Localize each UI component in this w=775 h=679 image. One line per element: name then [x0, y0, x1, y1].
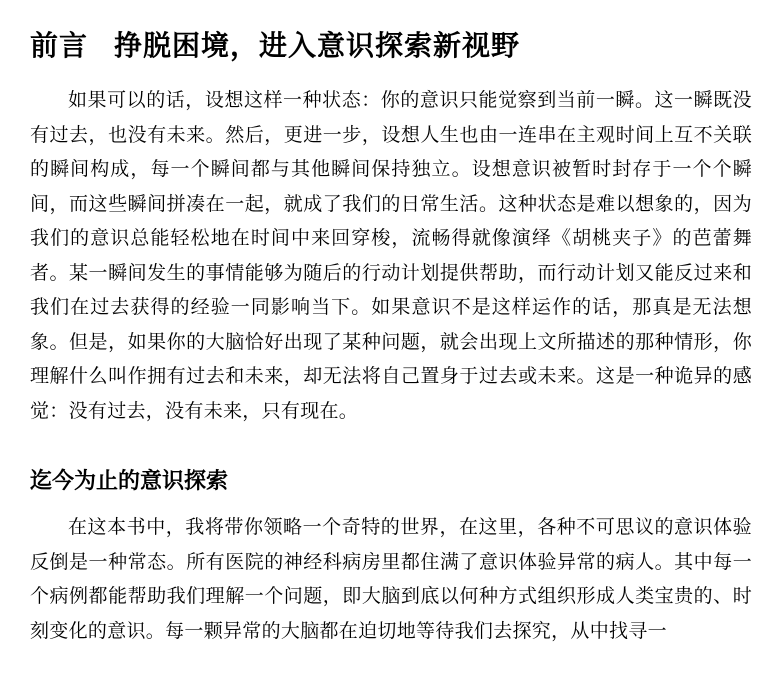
section-paragraph: 在这本书中，我将带你领略一个奇特的世界，在这里，各种不可思议的意识体验反倒是一种常态。所有医院的神经科病房里都住满了意识体验异常的病人。其中每一个病例都能帮助我们理解一个问题，即大脑到底以何种方式组织形成人类宝贵的、时刻变化的意识。每一颗异常的大脑都在迫切地等待我们去探究，从中找寻一 — [30, 516, 752, 642]
body-paragraph: 如果可以的话，设想这样一种状态：你的意识只能觉察到当前一瞬。这一瞬既没有过去，也没有未来。然后，更进一步，设想人生也由一连串在主观时间上互不关联的瞬间构成，每一个瞬间都与其他瞬间保持独立。设想意识被暂时封存于一个个瞬间，而这些瞬间拼凑在一起，就成了我们的日常生活。这种状态是难以想象的，因为我们的意识总能轻松地在时间中来回穿梭，流畅得就像演绎《胡桃夹子》的芭蕾舞者。某一瞬间发生的事情能够为随后的行动计划提供帮助，而行动计划又能反过来和我们在过去获得的经验一同影响当下。如果意识不是这样运作的话，那真是无法想象。但是，如果你的大脑恰好出现了某种问题，就会出现上文所描述的那种情形，你理解什么叫作拥有过去和未来，却无法将自己置身于过去或未来。这是一种诡异的感觉：没有过去，没有未来，只有现在。 — [30, 89, 752, 422]
chapter-title-text: 挣脱困境，进入意识探索新视野 — [114, 29, 521, 62]
chapter-label: 前言 — [30, 29, 89, 62]
chapter-title — [30, 28, 520, 64]
section-heading: 迄今为止的意识探索 — [30, 468, 229, 494]
